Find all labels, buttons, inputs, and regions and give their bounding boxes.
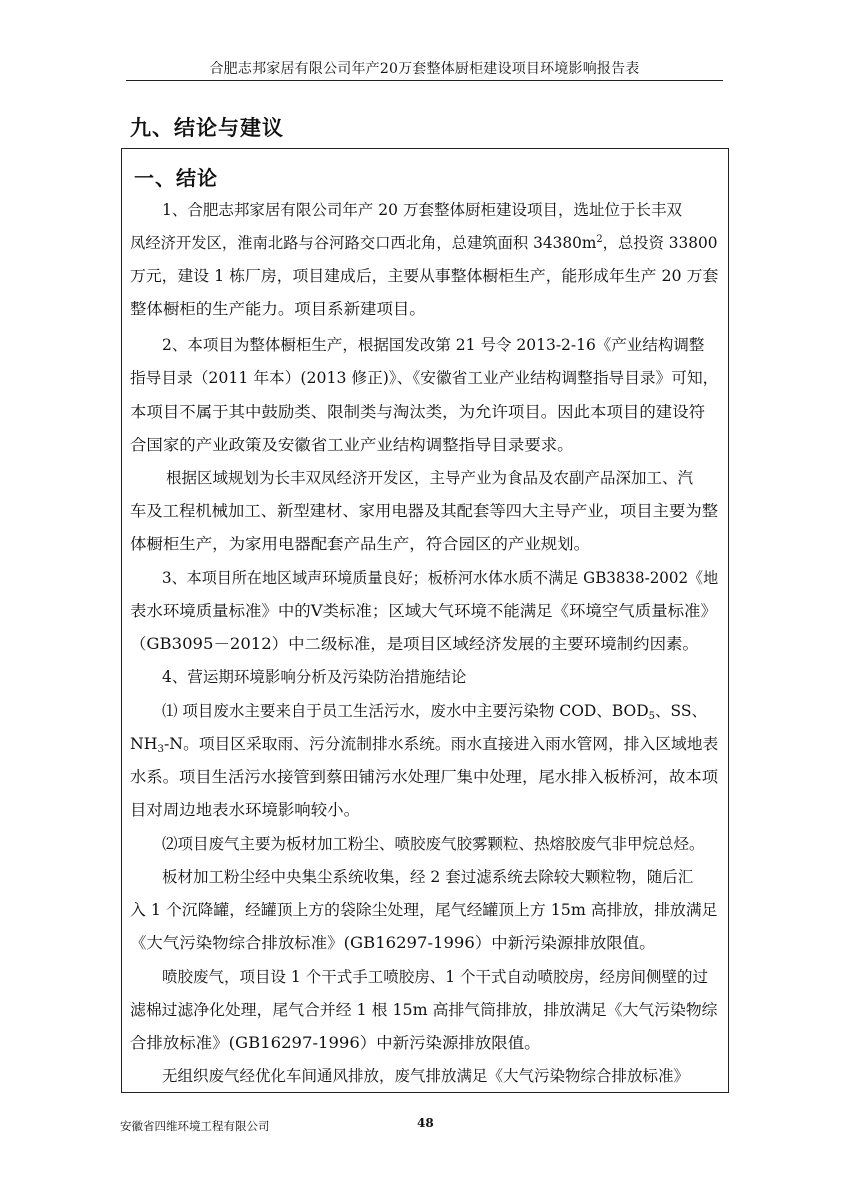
paragraph-line: 入 1 个沉降罐，经罐顶上方的袋除尘处理，尾气经罐顶上方 15m 高排放，排放满足 bbox=[130, 901, 718, 919]
paragraph-line: 本项目不属于其中鼓励类、限制类与淘汰类，为允许项目。因此本项目的建设符 bbox=[130, 403, 706, 421]
paragraph-line: 根据区域规划为长丰双凤经济开发区，主导产业为食品及农副产品深加工、汽 bbox=[166, 469, 694, 487]
paragraph-line: 体橱柜生产，为家用电器配套产品生产，符合园区的产业规划。 bbox=[130, 535, 591, 553]
section-title: 九、结论与建议 bbox=[130, 115, 284, 140]
paragraph-line: 万元，建设 1 栋厂房，项目建成后，主要从事整体橱柜生产，能形成年生产 20 万套 bbox=[130, 267, 719, 285]
text-span: NH bbox=[130, 735, 158, 753]
paragraph-line: 表水环境质量标准》中的Ⅴ类标准；区域大气环境不能满足《环境空气质量标准》 bbox=[130, 602, 717, 620]
subsection-title: 一、结论 bbox=[134, 166, 218, 190]
paragraph-line: ⑵项目废气主要为板材加工粉尘、喷胶废气胶雾颗粒、热熔胶废气非甲烷总烃。 bbox=[162, 835, 705, 853]
paragraph-line: 《大气污染物综合排放标准》(GB16297-1996）中新污染源排放限值。 bbox=[130, 934, 656, 952]
subscript: 3 bbox=[157, 744, 164, 755]
paragraph-line bbox=[162, 700, 707, 722]
paragraph-line: 合排放标准》(GB16297-1996）中新污染源排放限值。 bbox=[130, 1034, 541, 1052]
paragraph-line: 整体橱柜的生产能力。项目系新建项目。 bbox=[130, 300, 426, 318]
text-span: -N。项目区采取雨、污分流制排水系统。雨水直接进入雨水管网，排入区域地表 bbox=[163, 735, 719, 753]
paragraph-line: 合国家的产业政策及安徽省工业产业结构调整指导目录要求。 bbox=[130, 436, 574, 454]
paragraph-line: 3、本项目所在地区域声环境质量良好；板桥河水体水质不满足 GB3838-2002《地 bbox=[162, 569, 719, 587]
paragraph-line bbox=[130, 733, 718, 755]
paragraph-line: 水系。项目生活污水接管到蔡田铺污水处理厂集中处理，尾水排入板桥河，故本项 bbox=[130, 768, 719, 786]
superscript: 2 bbox=[596, 234, 603, 245]
paragraph-line bbox=[130, 232, 718, 254]
running-header: 合肥志邦家居有限公司年产20万套整体厨柜建设项目环境影响报告表 bbox=[209, 61, 640, 77]
paragraph-line: 指导目录（2011 年本）(2013 修正)》、《安徽省工业产业结构调整指导目录》可知， bbox=[130, 369, 719, 387]
paragraph-line: 2、本项目为整体橱柜生产，根据国发改第 21 号令 2013-2-16《产业结构调整 bbox=[162, 336, 705, 354]
text-span: 凤经济开发区，淮南北路与谷河路交口西北角，总建筑面积 34380m bbox=[130, 234, 597, 252]
subscript: 5 bbox=[648, 711, 656, 722]
paragraph-line: 无组织废气经优化车间通风排放，废气排放满足《大气污染物综合排放标准》 bbox=[162, 1067, 690, 1085]
page-number: 48 bbox=[417, 1116, 434, 1130]
paragraph-line: 滤棉过滤净化处理，尾气合并经 1 根 15m 高排气筒排放，排放满足《大气污染物综 bbox=[130, 1001, 718, 1019]
paragraph-line: 板材加工粉尘经中央集尘系统收集，经 2 套过滤系统去除较大颗粒物，随后汇 bbox=[162, 868, 694, 886]
text-span: ⑴ 项目废水主要来自于员工生活污水，废水中主要污染物 COD、BOD bbox=[162, 702, 649, 720]
paragraph-line: 目对周边地表水环境影响较小。 bbox=[130, 801, 361, 819]
paragraph-line: 1、合肥志邦家居有限公司年产 20 万套整体厨柜建设项目，选址位于长丰双 bbox=[162, 201, 682, 219]
paragraph-line: 车及工程机械加工、新型建材、家用电器及其配套等四大主导产业，项目主要为整 bbox=[130, 502, 719, 520]
text-span: 、SS、 bbox=[655, 702, 708, 720]
text-span: ，总投资 33800 bbox=[602, 234, 718, 252]
footer-company: 安徽省四维环境工程有限公司 bbox=[120, 1119, 270, 1133]
header-rule bbox=[126, 80, 723, 81]
paragraph-line: 4、营运期环境影响分析及污染防治措施结论 bbox=[162, 668, 467, 686]
paragraph-line: 喷胶废气，项目设 1 个干式手工喷胶房、1 个干式自动喷胶房，经房间侧壁的过 bbox=[162, 968, 709, 986]
paragraph-line: （GB3095－2012）中二级标准，是项目区域经济发展的主要环境制约因素。 bbox=[130, 635, 699, 653]
